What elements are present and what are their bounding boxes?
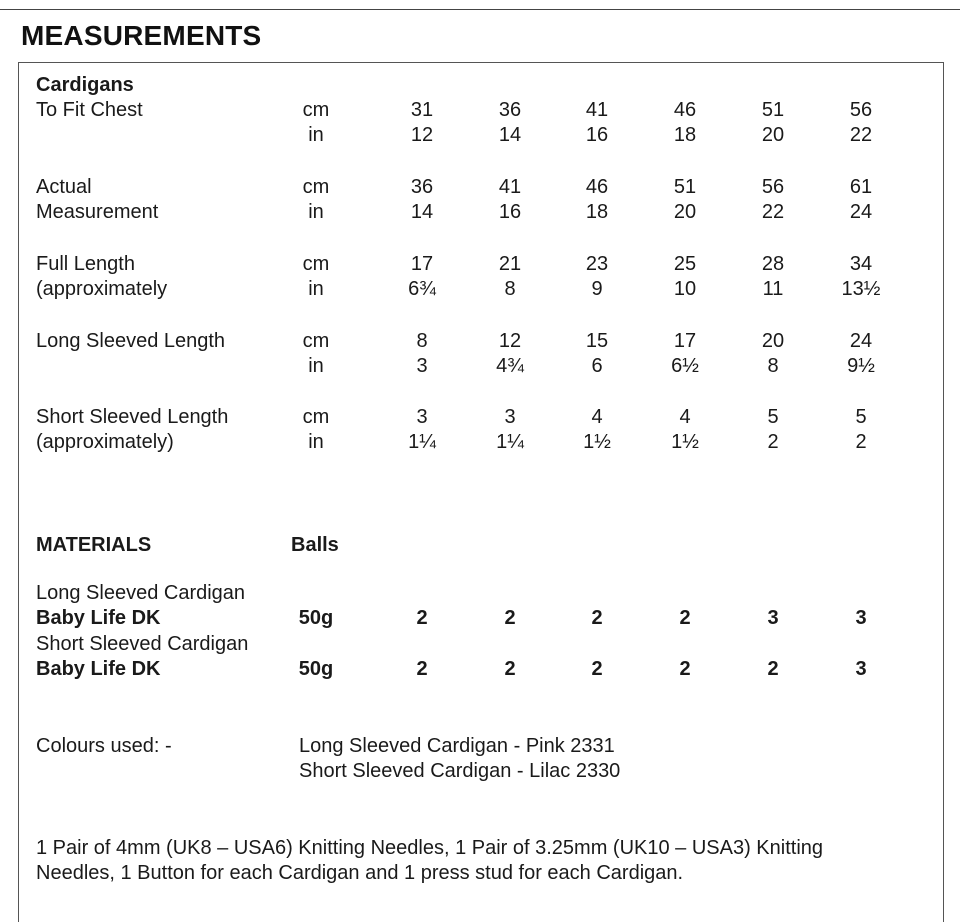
value-in: 12 [410,124,434,146]
yarn-name: Baby Life DK [36,607,161,629]
unit-cm: cm [302,406,330,428]
yarn-name: Baby Life DK [36,658,161,680]
measure-label: Long Sleeved Length [36,330,226,352]
unit-cm: cm [302,330,330,352]
value-in: 4¾ [496,355,524,377]
value-cm: 23 [585,253,609,275]
ball-count: 3 [767,607,779,629]
value-cm: 36 [410,176,434,198]
value-cm: 5 [767,406,779,428]
yarn-weight: 50g [298,607,334,629]
value-cm: 46 [585,176,609,198]
value-cm: 61 [849,176,873,198]
material-item-name: Short Sleeved Cardigan [36,633,249,655]
value-in: 9½ [847,355,875,377]
measure-label: Short Sleeved Length [36,406,229,428]
ball-count: 2 [416,607,428,629]
value-cm: 46 [673,99,697,121]
unit-cm: cm [302,253,330,275]
measure-label: Full Length [36,253,135,275]
value-in: 22 [761,201,785,223]
unit-in: in [308,355,324,377]
value-cm: 20 [761,330,785,352]
ball-count: 2 [504,658,516,680]
value-cm: 56 [849,99,873,121]
ball-count: 2 [679,607,691,629]
value-in: 22 [849,124,873,146]
value-in: 6½ [671,355,699,377]
materials-heading: MATERIALS [36,534,152,556]
ball-count: 2 [591,607,603,629]
unit-in: in [308,431,324,453]
value-cm: 41 [498,176,522,198]
value-in: 6 [591,355,603,377]
needles-line: 1 Pair of 4mm (UK8 – USA6) Knitting Needles, 1 Pair of 3.25mm (UK10 – USA3) Knitting [36,837,824,859]
value-cm: 56 [761,176,785,198]
value-in: 16 [585,124,609,146]
value-cm: 15 [585,330,609,352]
value-cm: 34 [849,253,873,275]
measure-label: To Fit Chest [36,99,143,121]
measure-label: Actual [36,176,92,198]
material-item-name: Long Sleeved Cardigan [36,582,246,604]
value-in: 14 [498,124,522,146]
value-in: 9 [591,278,603,300]
value-in: 8 [767,355,779,377]
value-cm: 24 [849,330,873,352]
value-in: 1½ [671,431,699,453]
value-in: 1¼ [496,431,524,453]
value-in: 16 [498,201,522,223]
ball-count: 2 [591,658,603,680]
value-cm: 8 [416,330,428,352]
ball-count: 2 [504,607,516,629]
value-in: 2 [767,431,779,453]
value-cm: 51 [761,99,785,121]
value-cm: 12 [498,330,522,352]
unit-cm: cm [302,99,330,121]
value-in: 20 [761,124,785,146]
needles-line: Needles, 1 Button for each Cardigan and 1 press stud for each Cardigan. [36,862,684,884]
value-in: 1¼ [408,431,436,453]
ball-count: 2 [416,658,428,680]
value-cm: 31 [410,99,434,121]
value-in: 24 [849,201,873,223]
value-in: 6¾ [408,278,436,300]
value-cm: 36 [498,99,522,121]
value-cm: 3 [504,406,516,428]
measure-label-2: (approximately) [36,431,174,453]
value-cm: 4 [591,406,603,428]
colours-label: Colours used: - [36,735,172,757]
ball-count: 3 [855,607,867,629]
top-rule [0,9,960,10]
value-cm: 3 [416,406,428,428]
colours-line: Short Sleeved Cardigan - Lilac 2330 [299,760,621,782]
value-in: 13½ [841,278,881,300]
unit-in: in [308,201,324,223]
value-cm: 17 [673,330,697,352]
value-in: 18 [585,201,609,223]
value-cm: 21 [498,253,522,275]
measure-label-2: Measurement [36,201,159,223]
yarn-weight: 50g [298,658,334,680]
ball-count: 3 [855,658,867,680]
cardigans-heading: Cardigans [36,74,134,96]
value-cm: 28 [761,253,785,275]
value-in: 11 [762,278,784,300]
value-cm: 4 [679,406,691,428]
value-cm: 51 [673,176,697,198]
value-in: 14 [410,201,434,223]
value-in: 3 [416,355,428,377]
colours-line: Long Sleeved Cardigan - Pink 2331 [299,735,615,757]
page-title: MEASUREMENTS [21,20,262,51]
value-cm: 5 [855,406,867,428]
value-cm: 41 [585,99,609,121]
ball-count: 2 [767,658,779,680]
unit-in: in [308,278,324,300]
value-in: 20 [673,201,697,223]
value-in: 8 [504,278,516,300]
value-in: 2 [855,431,867,453]
balls-heading: Balls [291,534,339,556]
value-in: 1½ [583,431,611,453]
ball-count: 2 [679,658,691,680]
measure-label-2: (approximately [36,278,168,300]
value-in: 10 [673,278,697,300]
unit-cm: cm [302,176,330,198]
value-cm: 17 [410,253,434,275]
unit-in: in [308,124,324,146]
value-cm: 25 [673,253,697,275]
value-in: 18 [673,124,697,146]
